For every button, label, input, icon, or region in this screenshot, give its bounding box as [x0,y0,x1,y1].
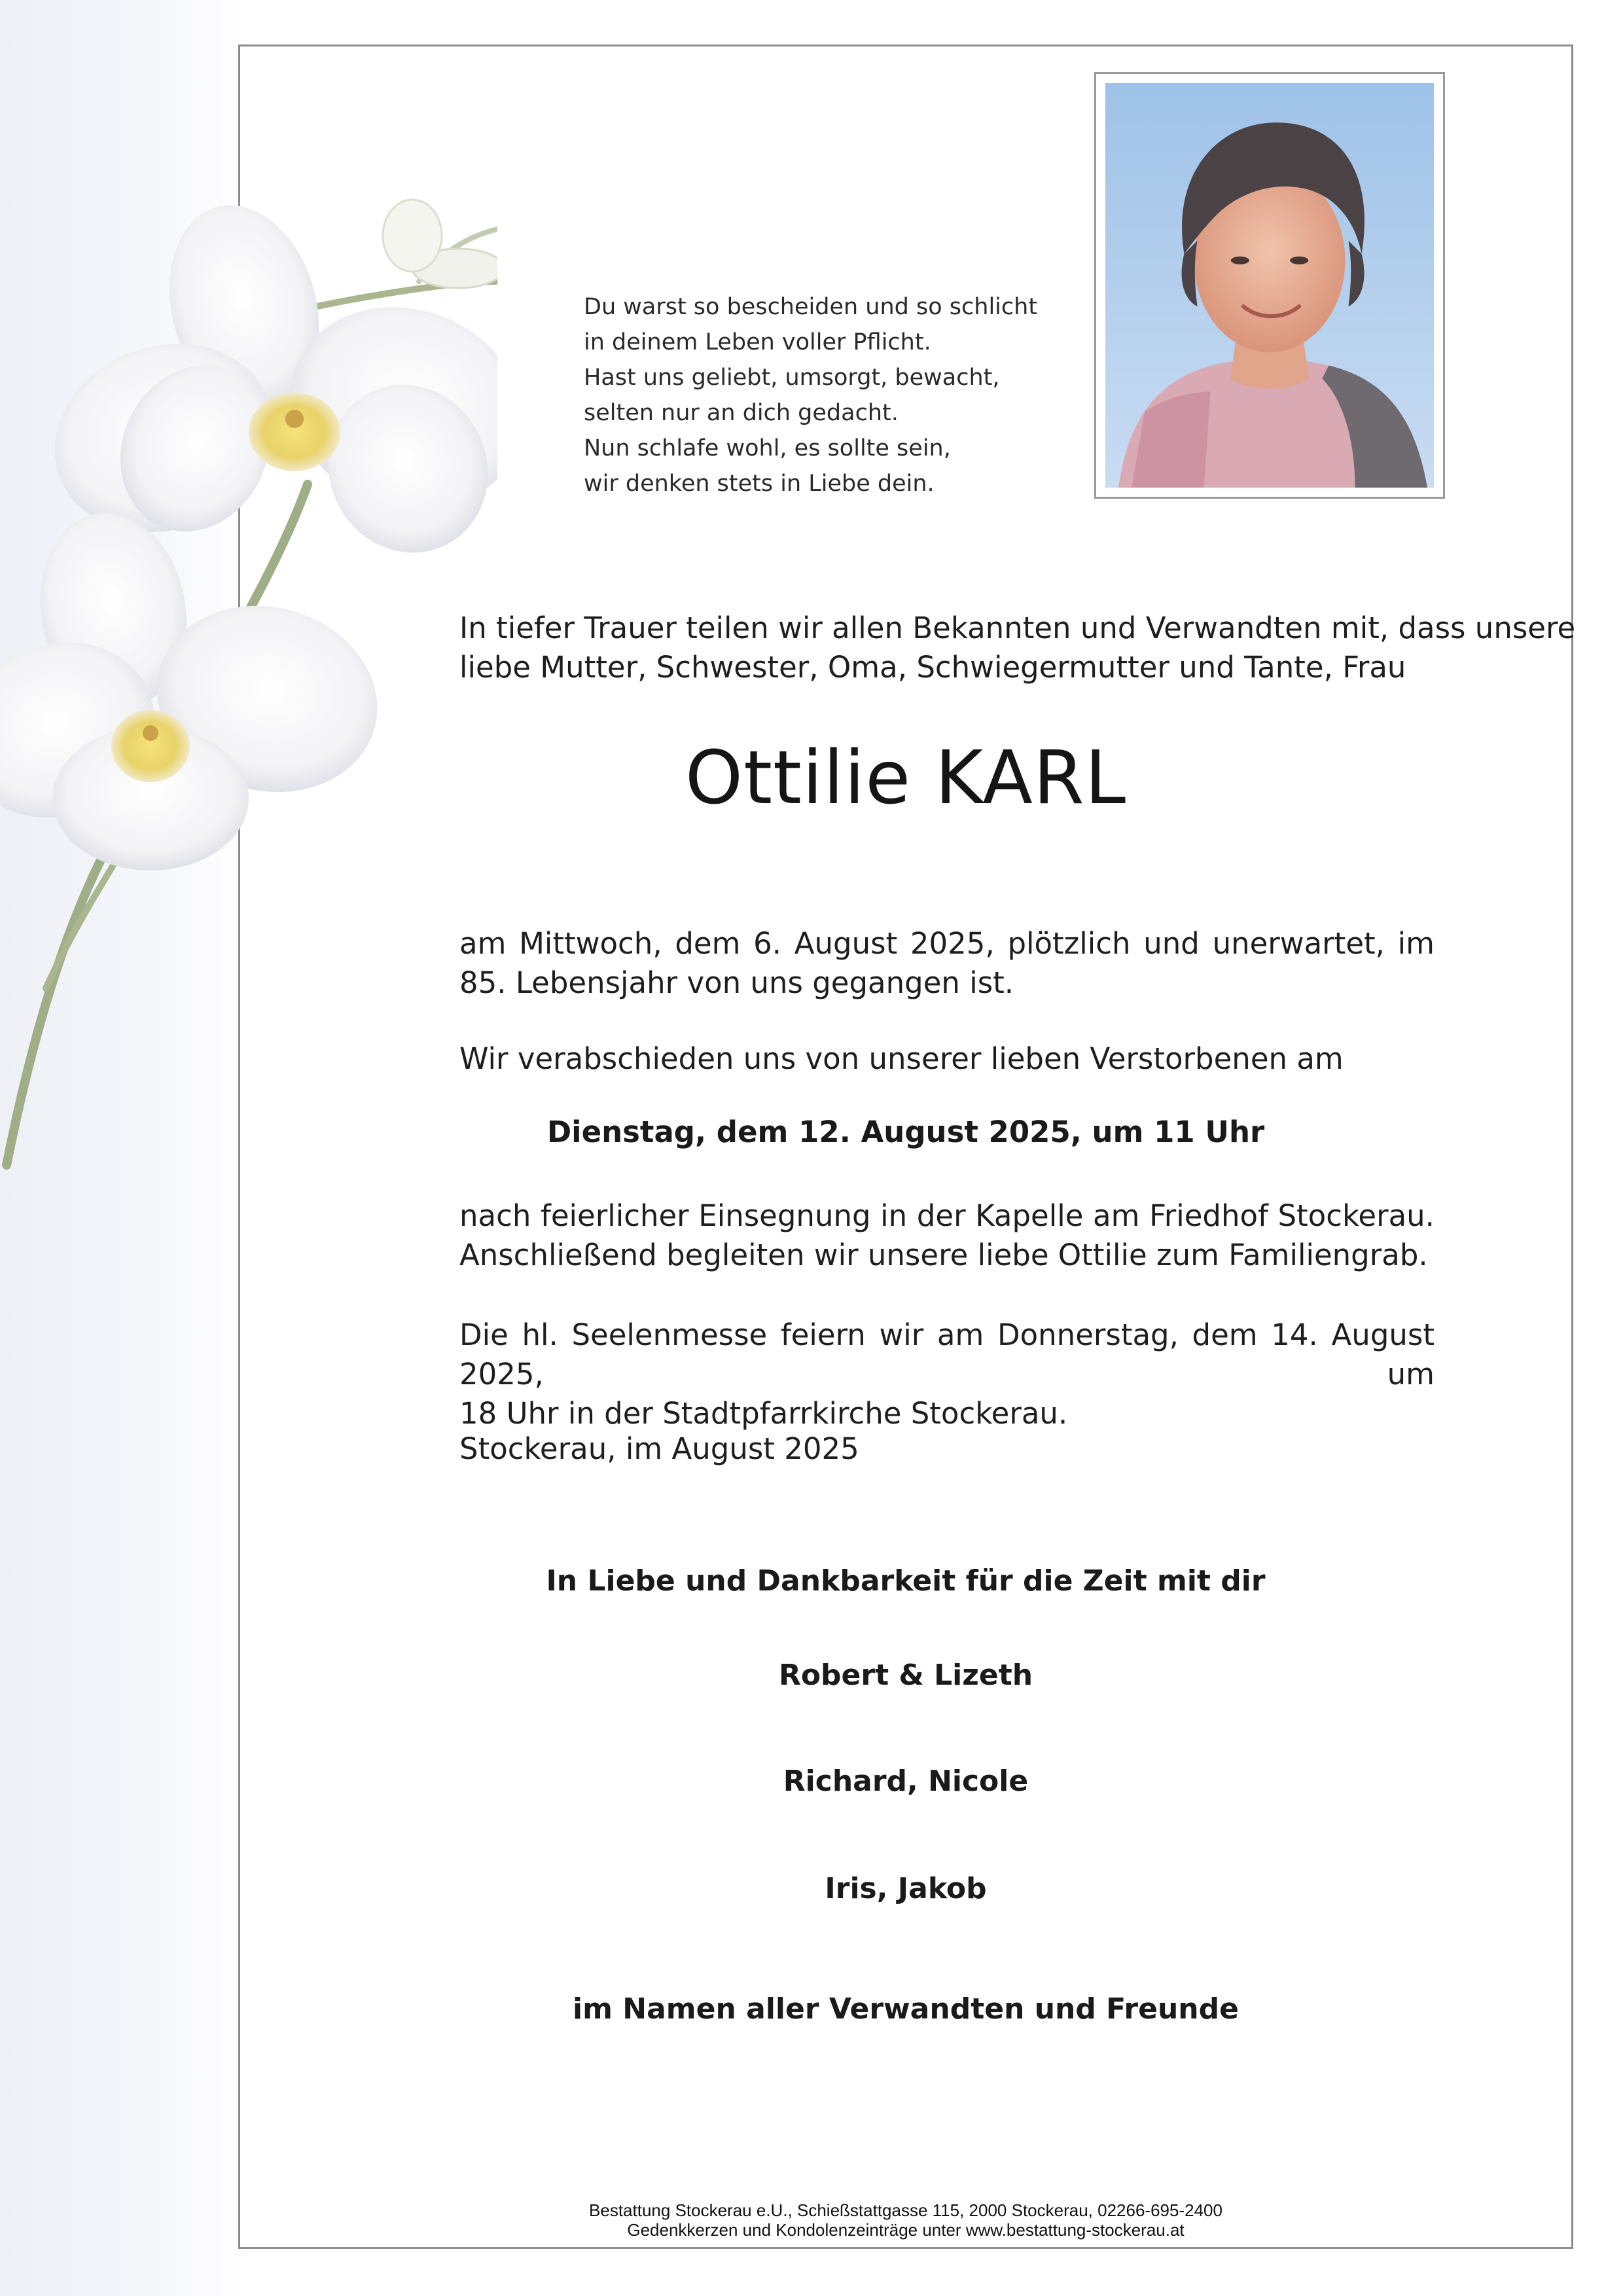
on-behalf-line: im Namen aller Verwandten und Freunde [573,1992,1239,2026]
service-date: Dienstag, dem 12. August 2025, um 11 Uhr [546,1115,1265,1149]
death-notice-line: am Mittwoch, dem 6. August 2025, plötzlich und unerwartet, im [459,926,1435,961]
intro-line: liebe Mutter, Schwester, Oma, Schwiegermutter und Tante, Frau [459,650,1406,685]
mass-text [459,1316,1435,1433]
footer [238,2200,1573,2240]
poem-line: Hast uns geliebt, umsorgt, bewacht, [584,365,1000,391]
poem [584,289,1081,501]
poem-line: Du warst so bescheiden und so schlicht [584,294,1038,320]
farewell-intro-line: Wir verabschieden uns von unserer lieben Verstorbenen am [459,1041,1344,1076]
death-notice [459,924,1435,1003]
family-names: Robert & Lizeth [778,1659,1033,1692]
ceremony-line: Anschließend begleiten wir unsere liebe Ottilie zum Familiengrab. [459,1238,1428,1272]
intro-text [459,609,1576,687]
ceremony-line: nach feierlicher Einsegnung in der Kapelle am Friedhof Stockerau. [459,1198,1435,1233]
farewell-intro [459,1039,1441,1079]
footer-website: Gedenkkerzen und Kondolenzeinträge unter www.bestattung-stockerau.at [627,2220,1185,2240]
deceased-name: Ottilie KARL [685,736,1127,821]
ceremony-text [459,1196,1435,1275]
footer-address: Bestattung Stockerau e.U., Schießstattgasse 115, 2000 Stockerau, 02266-695-2400 [589,2200,1222,2220]
portrait-photo [1094,72,1445,499]
place-date [459,1429,1376,1469]
place-date-line: Stockerau, im August 2025 [459,1431,859,1466]
poem-line: wir denken stets in Liebe dein. [584,471,935,497]
family-names: Iris, Jakob [825,1872,987,1905]
poem-line: Nun schlafe wohl, es sollte sein, [584,435,951,461]
mass-line: Die hl. Seelenmesse feiern wir am Donnerstag, dem 14. August 2025, um [459,1318,1435,1391]
intro-line: In tiefer Trauer teilen wir allen Bekannten und Verwandten mit, dass unsere [459,611,1576,645]
poem-line: in deinem Leben voller Pflicht. [584,329,931,355]
dedication: In Liebe und Dankbarkeit für die Zeit mit dir [546,1564,1266,1598]
death-notice-line: 85. Lebensjahr von uns gegangen ist. [459,965,1014,1000]
family-names: Richard, Nicole [783,1765,1029,1798]
poem-line: selten nur an dich gedacht. [584,400,899,426]
mass-line: 18 Uhr in der Stadtpfarrkirche Stockerau. [459,1396,1068,1431]
orchid-flower-icon [0,118,497,1230]
